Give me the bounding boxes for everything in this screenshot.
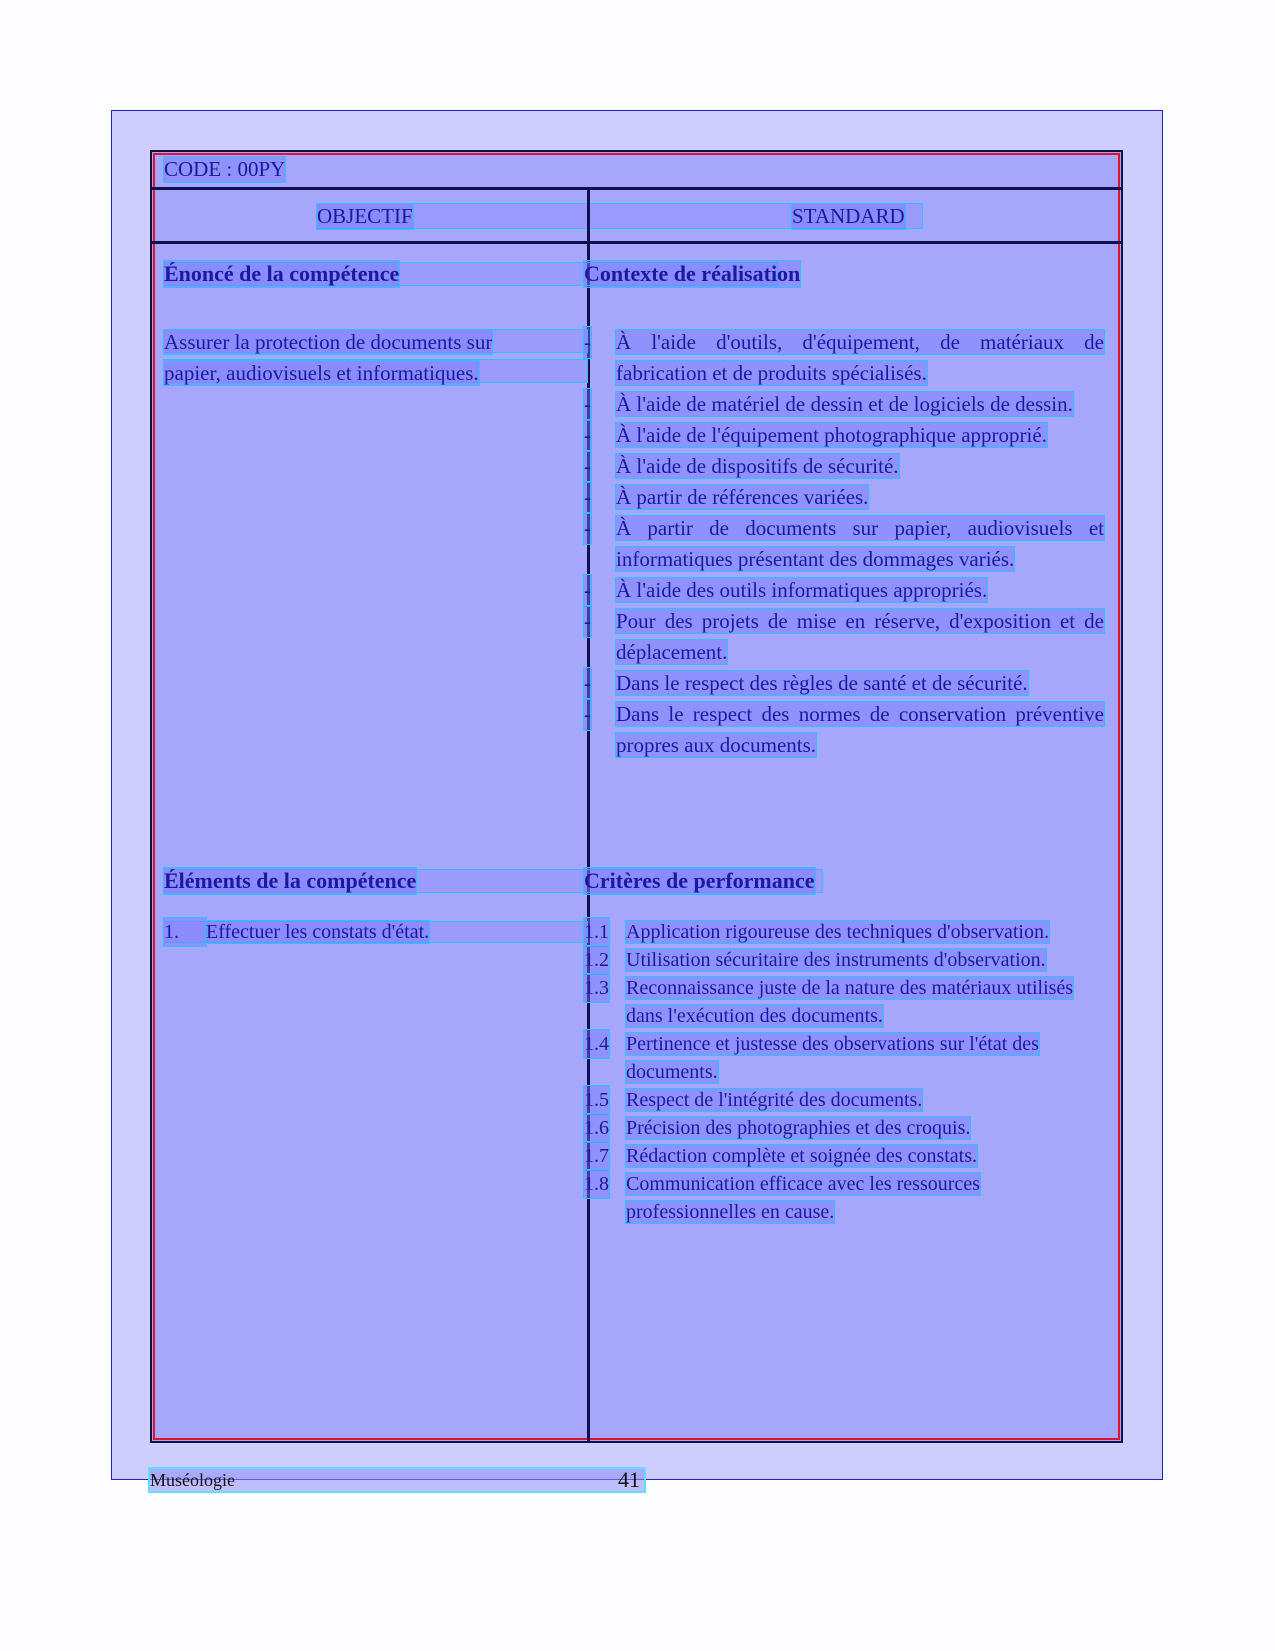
page-number: 41 xyxy=(618,1467,640,1492)
enonce-line-1: Assurer la protection de documents sur xyxy=(164,330,493,354)
footer-program: Muséologie xyxy=(150,1470,235,1490)
page-footer xyxy=(150,1469,644,1491)
header-objectif: OBJECTIF xyxy=(317,204,413,228)
criteres-title: Critères de performance xyxy=(584,868,815,893)
contexte-title: Contexte de réalisation xyxy=(584,261,801,286)
critere-item: 1.6 Précision des photographies et des croquis. xyxy=(584,1114,1089,1142)
enonce-line-2: papier, audiovisuels et informatiques. xyxy=(164,361,479,385)
contexte-item: - À l'aide de matériel de dessin et de logiciels de dessin. xyxy=(584,389,1104,420)
critere-item: 1.8 Communication efficace avec les ressources professionnelles en cause. xyxy=(584,1170,1089,1226)
contexte-item: - Dans le respect des normes de conservation préventive propres aux documents. xyxy=(584,699,1104,761)
column-header-row xyxy=(152,190,1121,244)
enonce-text xyxy=(164,327,584,389)
contexte-item: - À l'aide d'outils, d'équipement, de matériaux de fabrication et de produits spécialisés. xyxy=(584,327,1104,389)
contexte-list xyxy=(584,327,1104,761)
contexte-item: - À l'aide de dispositifs de sécurité. xyxy=(584,451,1104,482)
critere-item: 1.3 Reconnaissance juste de la nature des matériaux utilisés dans l'exécution des documents. xyxy=(584,974,1089,1030)
contexte-item: - Pour des projets de mise en réserve, d'exposition et de déplacement. xyxy=(584,606,1104,668)
critere-item: 1.1 Application rigoureuse des techniques d'observation. xyxy=(584,918,1089,946)
element-item: 1. Effectuer les constats d'état. xyxy=(164,918,429,946)
critere-item: 1.2 Utilisation sécuritaire des instruments d'observation. xyxy=(584,946,1089,974)
code-row xyxy=(152,152,1121,190)
critere-item: 1.5 Respect de l'intégrité des documents. xyxy=(584,1086,1089,1114)
criteres-list xyxy=(584,918,1089,1226)
contexte-item: - À l'aide de l'équipement photographique approprié. xyxy=(584,420,1104,451)
header-standard: STANDARD xyxy=(792,204,905,228)
critere-item: 1.7 Rédaction complète et soignée des constats. xyxy=(584,1142,1089,1170)
contexte-item: - Dans le respect des règles de santé et de sécurité. xyxy=(584,668,1104,699)
elements-title: Éléments de la compétence xyxy=(164,868,417,893)
contexte-item: - À partir de références variées. xyxy=(584,482,1104,513)
competency-code: CODE : 00PY xyxy=(164,157,286,181)
competency-table xyxy=(150,150,1123,1443)
enonce-title: Énoncé de la compétence xyxy=(164,261,400,286)
critere-item: 1.4 Pertinence et justesse des observations sur l'état des documents. xyxy=(584,1030,1089,1086)
contexte-item: - À partir de documents sur papier, audiovisuels et informatiques présentant des dommages variés. xyxy=(584,513,1104,575)
contexte-item: - À l'aide des outils informatiques appropriés. xyxy=(584,575,1104,606)
